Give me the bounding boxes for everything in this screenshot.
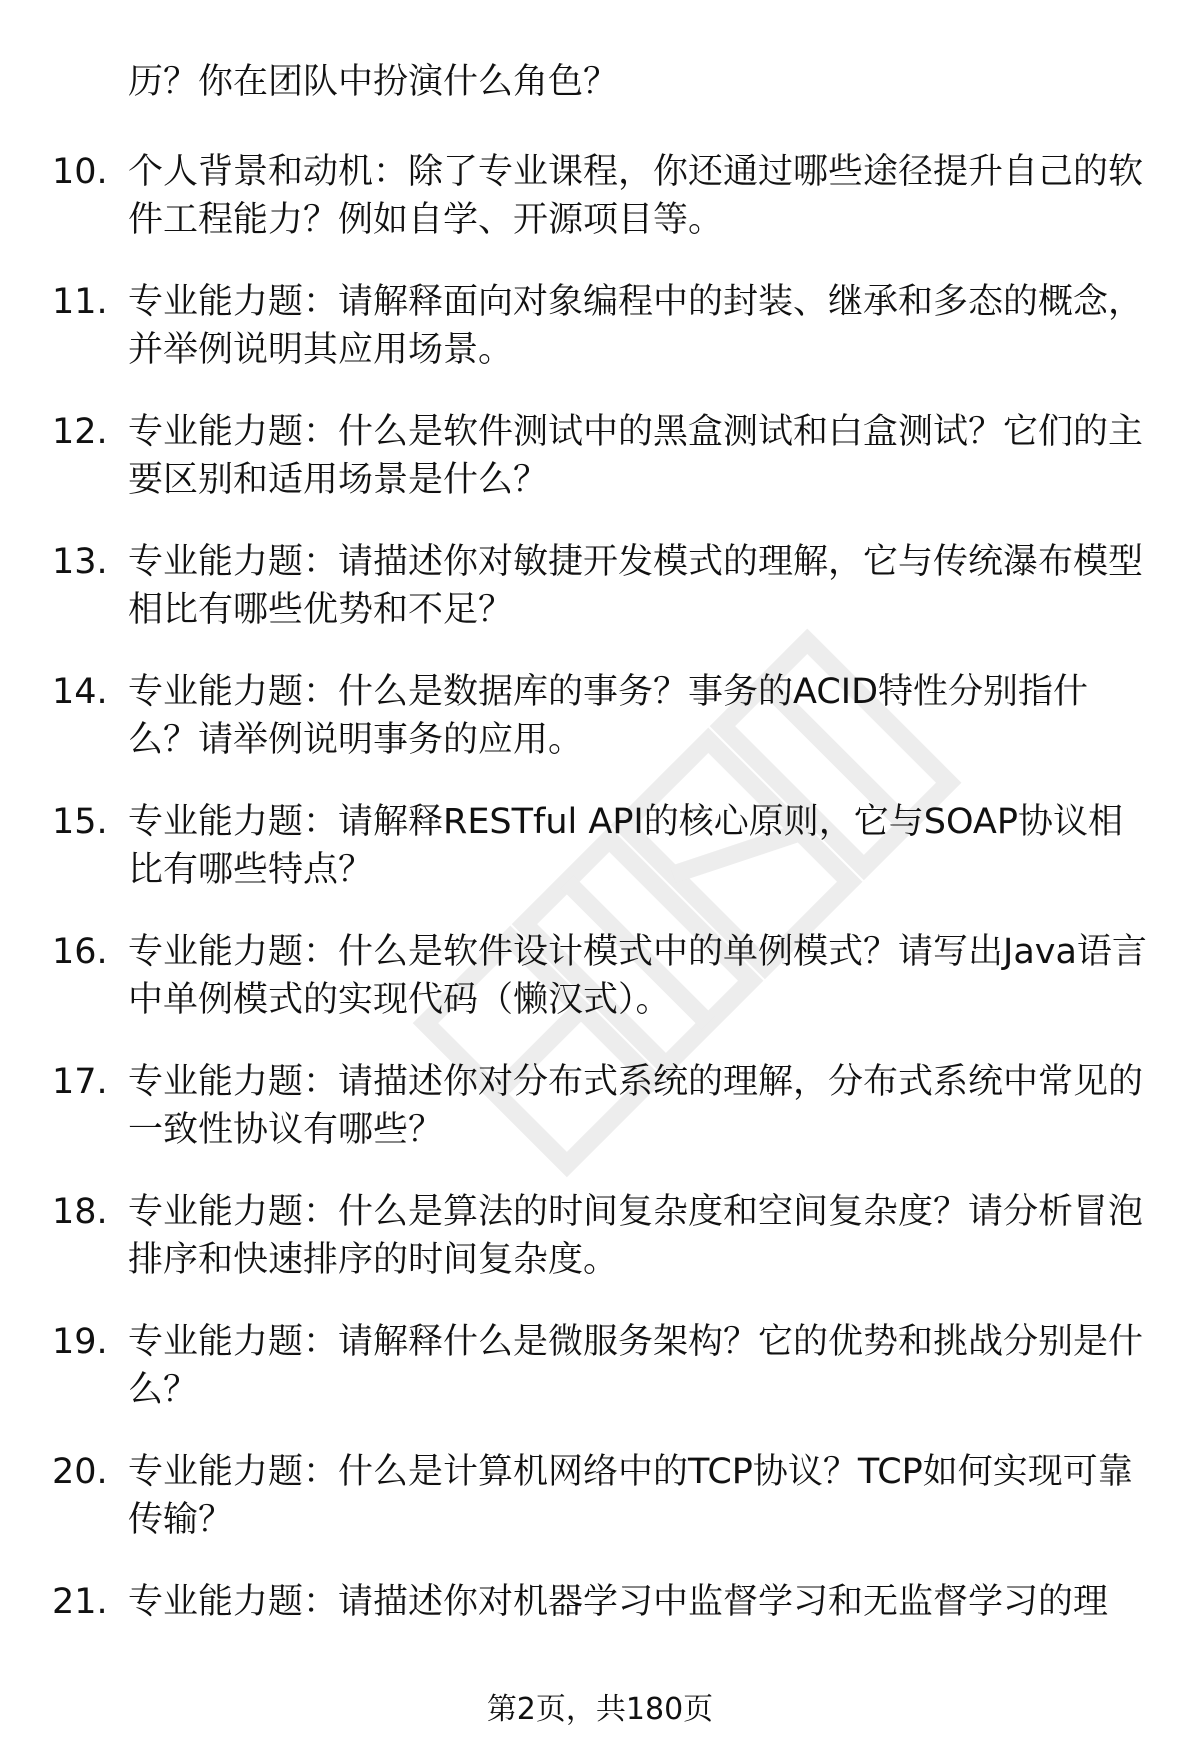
question-text: 专业能力题：请解释什么是微服务架构？它的优势和挑战分别是什么？ xyxy=(128,1322,1144,1410)
question-text: 专业能力题：请描述你对机器学习中监督学习和无监督学习的理 xyxy=(128,1582,1109,1622)
question-number: 14. xyxy=(52,672,108,712)
question-number: 12. xyxy=(52,412,108,452)
continuation-text: 历？你在团队中扮演什么角色？ xyxy=(128,62,619,102)
question-number: 19. xyxy=(52,1322,108,1362)
question-text: 个人背景和动机：除了专业课程，你还通过哪些途径提升自己的软件工程能力？例如自学、开源项目等。 xyxy=(128,152,1144,240)
question-text: 专业能力题：请描述你对分布式系统的理解，分布式系统中常见的一致性协议有哪些？ xyxy=(128,1062,1144,1150)
question-list xyxy=(0,148,1200,1708)
list-item xyxy=(0,1058,1200,1188)
question-number: 13. xyxy=(52,542,108,582)
list-item xyxy=(0,538,1200,668)
list-item xyxy=(0,1578,1200,1708)
list-item xyxy=(0,148,1200,278)
question-number: 20. xyxy=(52,1452,108,1492)
question-text: 专业能力题：什么是算法的时间复杂度和空间复杂度？请分析冒泡排序和快速排序的时间复杂度。 xyxy=(128,1192,1144,1280)
question-text: 专业能力题：请描述你对敏捷开发模式的理解，它与传统瀑布模型相比有哪些优势和不足？ xyxy=(128,542,1144,630)
list-item xyxy=(0,798,1200,928)
page-footer: 第2页，共180页 xyxy=(486,1692,714,1727)
list-item xyxy=(0,1188,1200,1318)
list-item xyxy=(0,278,1200,408)
list-item xyxy=(0,408,1200,538)
question-number: 17. xyxy=(52,1062,108,1102)
list-item xyxy=(0,668,1200,798)
question-text: 专业能力题：什么是数据库的事务？事务的ACID特性分别指什么？请举例说明事务的应用。 xyxy=(128,672,1089,760)
question-text: 专业能力题：什么是计算机网络中的TCP协议？TCP如何实现可靠传输？ xyxy=(128,1452,1133,1540)
question-number: 16. xyxy=(52,932,108,972)
list-item xyxy=(0,1448,1200,1578)
question-number: 15. xyxy=(52,802,108,842)
question-number: 18. xyxy=(52,1192,108,1232)
question-number: 10. xyxy=(52,152,108,192)
question-text: 专业能力题：什么是软件设计模式中的单例模式？请写出Java语言中单例模式的实现代码（懒汉式）。 xyxy=(128,932,1147,1020)
question-number: 11. xyxy=(52,282,108,322)
question-text: 专业能力题：什么是软件测试中的黑盒测试和白盒测试？它们的主要区别和适用场景是什么？ xyxy=(128,412,1144,500)
question-text: 专业能力题：请解释RESTful API的核心原则，它与SOAP协议相比有哪些特点？ xyxy=(128,802,1123,890)
question-number: 21. xyxy=(52,1582,108,1622)
question-text: 专业能力题：请解释面向对象编程中的封装、继承和多态的概念，并举例说明其应用场景。 xyxy=(128,282,1144,370)
list-item xyxy=(0,928,1200,1058)
list-item xyxy=(0,1318,1200,1448)
